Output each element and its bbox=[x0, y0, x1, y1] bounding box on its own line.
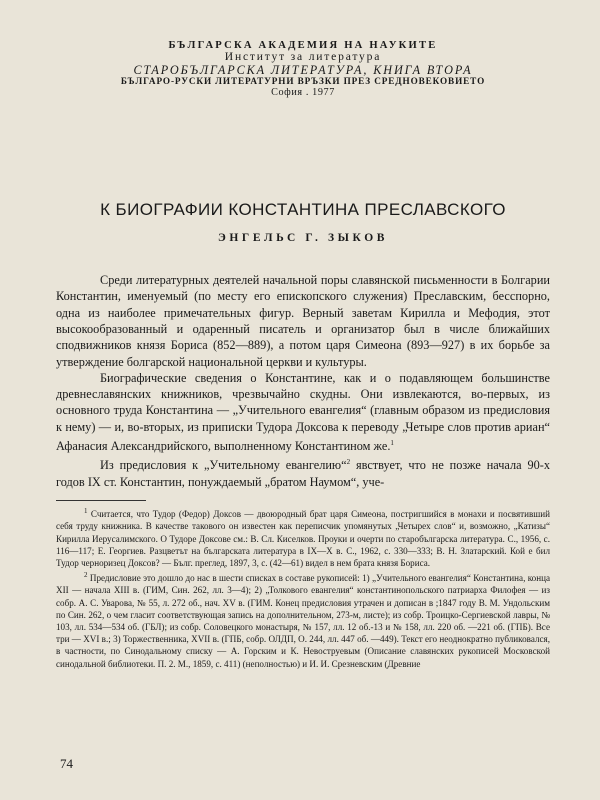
paragraph-2 bbox=[56, 370, 550, 455]
footnote-2 bbox=[56, 569, 550, 670]
footnote-ref-1: 1 bbox=[390, 439, 394, 448]
academy-name: БЪЛГАРСКА АКАДЕМИЯ НА НАУКИТЕ bbox=[168, 40, 438, 51]
publication-header bbox=[56, 40, 550, 98]
page-number: 74 bbox=[60, 756, 73, 771]
volume-subtitle: БЪЛГАРО-РУСКИ ЛИТЕРАТУРНИ ВРЪЗКИ ПРЕЗ СРЕДНОВЕКОВИЕТО bbox=[120, 76, 486, 87]
footnote-1-mark: 1 bbox=[84, 507, 88, 516]
footnote-divider bbox=[56, 500, 146, 501]
paragraph-3-text: Из предисловия к „Учительному евангелию“ bbox=[100, 458, 347, 473]
place-year: София . 1977 bbox=[271, 87, 335, 99]
article-author: ЭНГЕЛЬС Г. ЗЫКОВ bbox=[217, 232, 389, 245]
article-body bbox=[56, 272, 550, 490]
series-title: СТАРОБЪЛГАРСКА ЛИТЕРАТУРА, КНИГА ВТОРА bbox=[133, 62, 473, 77]
article-title: К БИОГРАФИИ КОНСТАНТИНА ПРЕСЛАВСКОГО bbox=[100, 200, 506, 220]
paragraph-3 bbox=[56, 454, 550, 490]
footnote-1-text: Считается, что Тудор (Федор) Доксов — двоюродный брат царя Симеона, постригшийся в монахи и посвятивший себя труду книжника. В качестве такового он известен как переписчик упомянутых „Четырех слов“ и, возможно, „Катизы“ Кирилла Иерусалимского. О Тудоре Доксове см.: В. Сл. Киселков. Проуки и очерти по старобългарска литература. С., 1956, с. 116—117; Е. Георгиев. Разцветът на българската литература в IX—X в. С., 1962, с. 330—333; В. Н. Златарский. Кой е бил Тудор черноризец Доксов? — Бълг. преглед, 1897, 3, с. (42—61) видел в нем брата князя Бориса. bbox=[56, 509, 550, 568]
footnote-2-mark: 2 bbox=[84, 571, 88, 580]
footnote-1 bbox=[56, 505, 550, 569]
paragraph-2-text: Биографические сведения о Константине, как и о подавляющем большинстве древнеславянских книжников, чрезвычайно скудны. Они извлекаются, во-первых, из основного труда Константина — „Учительного евангелия“ (главным образом из предисловия к нему) — и, во-вторых, из приписки Тудора Доксова к переводу „Четыре слов против ариан“ Афанасия Александрийского, выполненному Константином же. bbox=[56, 370, 550, 454]
paragraph-3-continued: явствует, что не позже начала 90-х годов IX ст. Константин, понуждаемый „братом Наумом“, уче- bbox=[56, 458, 550, 489]
footnotes bbox=[56, 505, 550, 670]
footnote-2-text: Предисловие это дошло до нас в шести списках в составе рукописей: 1) „Учительного евангелия“ Константина, конца XII — начала XIII в. (ГИМ, Син. 262, лл. 3—4); 2) „Толкового евангелия“ константинопольского патриарха Филофея — из собр. А. С. Уварова, № 55, л. 272 об., нач. XV в. (ГИМ. Конец предисловия утрачен и дописан в ;1847 году В. М. Ундольским по Син. 262, о чем гласит соответствующая запись на дополнительном, 273-м, листе); из собр. Троицко-Сергиевской лавры, № 103, лл. 534—534 об. (ГБЛ); из собр. Соловецкого монастыря, № 157, лл. 12 об.-13 и № 158, лл. 220 об. —221 об. (ГПБ). Все три — XVI в.; 3) Торжественника, XVII в. (ГПБ, собр. ОЛДП, О. 244, лл. 447 об. —449). Текст его неоднократно публиковался, в частности, по Синодальному списку — А. Горским и К. Невоструевым (Описание славянских рукописей Московской синодальной библиотеки. П. 2. М., 1859, с. 411) (неполностью) и И. И. Срезневским (Древние bbox=[56, 573, 550, 669]
institute-name: Институт за литература bbox=[224, 50, 382, 64]
footnote-ref-2: 2 bbox=[346, 458, 351, 467]
paragraph-1-text: Среди литературных деятелей начальной поры славянской письменности в Болгарии Константин, именуемый (по месту его епископского служения) Преславским, бесспорно, одна из наиболее примечательных фигур. Верный заветам Кирилла и Мефодия, этот высокообразованный и одаренный писатель и организатор был в числе ближайших сподвижников князя Бориса (852—889), а потом царя Симеона (893—927) в их борьбе за утверждение болгарской национальной церкви и культуры. bbox=[56, 273, 550, 369]
paragraph-1 bbox=[56, 272, 550, 370]
